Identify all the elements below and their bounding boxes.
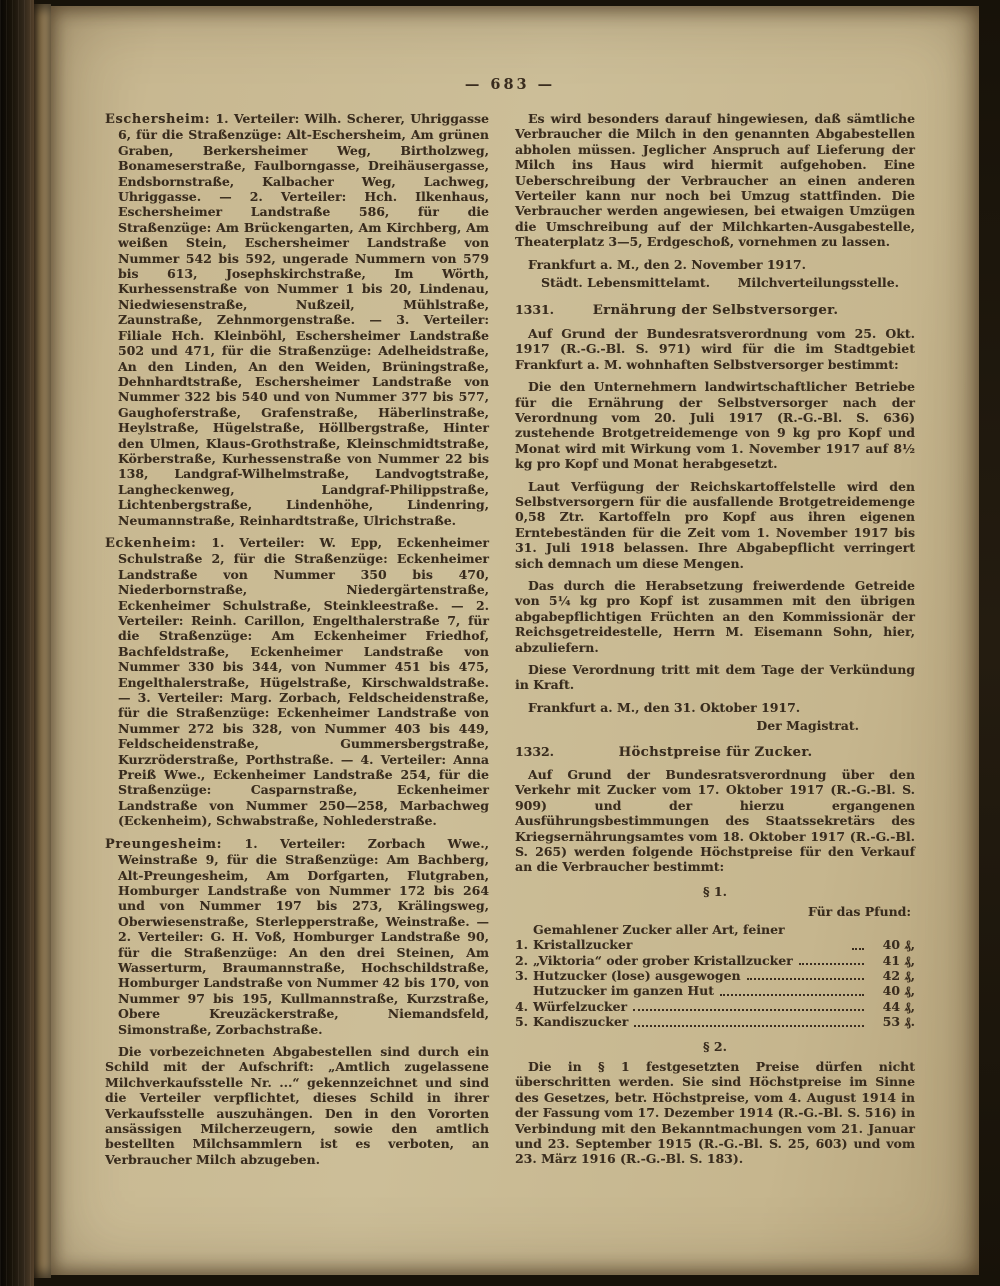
paragraph-1-heading: § 1. xyxy=(703,883,727,899)
sugar-price-list xyxy=(515,922,915,1030)
price-row-label: Würfelzucker xyxy=(533,998,628,1014)
price-value: 42 ₰, xyxy=(882,967,915,983)
price-row-label: Kandiszucker xyxy=(533,1014,629,1030)
per-pound-label: Für das Pfund: xyxy=(807,904,911,920)
selbstversorger-paragraph-1: Auf Grund der Bundesratsverordnung vom 25. Okt. 1917 (R.-G.-Bl. S. 971) wird für die im Stadtgebiet Frankfurt a. M. wohnhaften Selbstversorger bestimmt: xyxy=(515,325,915,372)
milk-notice-paragraph: Es wird besonders darauf hingewiesen, daß sämtliche Verbraucher die Milch in den genannten Abgabestellen abholen müssen. Jeglicher Anspruch auf Lieferung der Milch ins Haus wird hiermit aufgehoben. Eine Ueberschreibung der Verbraucher an einen anderen Verteiler kann nur noch bei Umzug stattfinden. Die Verbraucher werden angewiesen, bei etwaigen Umzügen die Umschreibung auf der Milchkarten-Ausgabestelle, Theaterplatz 3—5, Erdgeschoß, vornehmen zu lassen. xyxy=(515,111,915,250)
price-row-label: Hutzucker (lose) ausgewogen xyxy=(533,967,741,983)
price-row xyxy=(515,1014,915,1029)
price-value: 40 ₰, xyxy=(882,937,915,953)
gazette-page xyxy=(51,6,979,1275)
price-row-number: 5. xyxy=(515,1014,529,1030)
dot-leader xyxy=(633,1009,864,1011)
selbstversorger-paragraph-5: Diese Verordnung tritt mit dem Tage der Verkündung in Kraft. xyxy=(515,662,915,693)
section-title: Höchstpreise für Zucker. xyxy=(618,744,813,760)
signature-magistrat: Der Magistrat. xyxy=(756,718,859,734)
price-row xyxy=(515,999,915,1014)
selbstversorger-paragraph-2: Die den Unternehmern landwirtschaftlicher Betriebe für die Ernährung der Selbstversorger nach der Verordnung vom 20. Juli 1917 (R.-G.-Bl. S. 636) zustehende Brotgetreidemenge von 9 kg pro Kopf und Monat wird mit Wirkung vom 1. November 1917 auf 8½ kg pro Kopf und Monat herabgesetzt. xyxy=(515,379,915,472)
district-text: 1. Verteiler: W. Epp, Eckenheimer Schulstraße 2, für die Straßenzüge: Eckenheimer Landstraße von Nummer 350 bis 470, Niederbornstraße, Niedergärtenstraße, Eckenheimer Schulstraße, Steinkleestraße. — 2. Verteiler: Reinh. Carillon, Engelthalerstraße 7, für die Straßenzüge: Am Eckenheimer Friedhof, Bachfeldstraße, Eckenheimer Landstraße von Nummer 330 bis 344, von Nummer 451 bis 475, Engelthalerstraße, Hügelstraße, Kirschwaldstraße. — 3. Verteiler: Marg. Zorbach, Feldscheidenstraße, für die Straßenzüge: Eckenheimer Landstraße von Nummer 272 bis 328, von Nummer 403 bis 449, Feldscheidenstraße, Gummersbergstraße, Kurzröderstraße, Porthstraße. — 4. Verteiler: Anna Preiß Wwe., Eckenheimer Landstraße 254, für die Straßenzüge: Casparnstraße, Eckenheimer Landstraße von Nummer 250—258, Marbachweg (Eckenheim), Schwabstraße, Nohlederstraße. xyxy=(118,534,490,829)
price-row xyxy=(515,953,915,968)
right-column xyxy=(515,111,915,1174)
dot-leader xyxy=(747,978,864,980)
price-row-number: 1. xyxy=(515,937,529,953)
price-row-label: Gemahlener Zucker aller Art, feiner Kristallzucker xyxy=(533,921,785,953)
section-number: 1331. xyxy=(515,302,555,318)
signature-office: Städt. Lebensmittelamt. xyxy=(541,275,711,291)
district-name: Eschersheim: xyxy=(105,112,211,127)
price-row-label: „Viktoria“ oder grober Kristallzucker xyxy=(533,952,793,968)
section-title: Ernährung der Selbstversorger. xyxy=(592,303,839,319)
section-heading-1332 xyxy=(515,744,915,760)
section-number: 1332. xyxy=(515,743,555,759)
dateline-selbstversorger: Frankfurt a. M., den 31. Oktober 1917. xyxy=(528,699,801,715)
district-text: 1. Verteiler: Wilh. Scherer, Uhriggasse 6, für die Straßenzüge: Alt-Eschersheim, Am grünen Graben, Berkersheimer Weg, Birtholzweg, Bonameserstraße, Faulborngasse, Dreihäusergasse, Endsbornstraße, Kalbacher Weg, Lachweg, Uhriggasse. — 2. Verteiler: Hch. Ilkenhaus, Eschersheimer Landstraße 586, für die Straßenzüge: Am Brückengarten, Am Kirchberg, Am weißen Stein, Eschersheimer Landstraße von Nummer 542 bis 592, ungerade Nummern von 579 bis 613, Josephskirchstraße, Im Wörth, Kurhessenstraße von Nummer 1 bis 20, Lindenau, Niedwiesenstraße, Nußzeil, Mühlstraße, Zaunstraße, Zehnmorgenstraße. — 3. Verteiler: Filiale Hch. Kleinböhl, Eschersheimer Landstraße 502 und 471, für die Straßenzüge: Adelheidstraße, An den Linden, An den Weiden, Brüningstraße, Dehnhardtstraße, Eschersheimer Landstraße von Nummer 322 bis 540 und von Nummer 377 bis 577, Gaughoferstraße, Grafenstraße, Häberlinstraße, Heylstraße, Hügelstraße, Höllbergstraße, Hinter den Ulmen, Klaus-Grothstraße, Kleinschmidtstraße, Körberstraße, Kurhessenstraße von Nummer 22 bis 138, Landgraf-Wilhelmstraße, Landvogtstraße, Langheckenweg, Landgraf-Philippstraße, Lichtenbergstraße, Lindenhöhe, Lindenring, Neumannstraße, Reinhardtstraße, Ulrichstraße. xyxy=(118,111,489,528)
selbstversorger-paragraph-3: Laut Verfügung der Reichskartoffelstelle wird den Selbstversorgern für die ausfallende Brotgetreidemenge 0,58 Ztr. Kartoffeln pro Kopf aus ihren eigenen Erntebeständen für die Zeit vom 1. November 1917 bis 31. Juli 1918 belassen. Ihre Abgabepflicht verringert sich demnach um diese Mengen. xyxy=(515,478,915,571)
left-column xyxy=(105,111,489,1174)
district-paragraph-preungesheim xyxy=(105,836,489,1037)
price-row-number: 4. xyxy=(515,998,529,1014)
district-name: Preungesheim: xyxy=(105,836,223,852)
price-value: 40 ₰, xyxy=(882,983,915,999)
paragraph-2-heading: § 2. xyxy=(703,1038,727,1054)
price-row-number: 3. xyxy=(515,967,529,983)
dot-leader xyxy=(852,948,864,950)
price-value: 44 ₰, xyxy=(882,998,915,1014)
page-edge-stack xyxy=(34,4,51,1278)
closing-paragraph: Die vorbezeichneten Abgabestellen sind durch ein Schild mit der Aufschrift: „Amtlich zugelassene Milchverkaufsstelle Nr. ...“ gekennzeichnet und sind die Verteiler verpflichtet, dieses Schild in ihrer Verkaufsstelle auszuhängen. Den in den Vororten ansässigen Milcherzeugern, sowie den amtlich bestellten Milchsammlern ist es verboten, an Verbraucher Milch abzugeben. xyxy=(105,1043,489,1167)
book-spine xyxy=(0,0,34,1286)
price-row xyxy=(515,983,915,998)
district-name: Eckenheim: xyxy=(105,535,197,551)
district-text: 1. Verteiler: Zorbach Wwe., Weinstraße 9, für die Straßenzüge: Am Bachberg, Alt-Preungesheim, Am Dorfgarten, Flutgraben, Homburger Landstraße von Nummer 172 bis 264 und von Nummer 197 bis 273, Krälingsweg, Oberwiesenstraße, Sterlepperstraße, Weinstraße. — 2. Verteiler: G. H. Voß, Homburger Landstraße 90, für die Straßenzüge: An den drei Steinen, Am Wasserturm, Braumannstraße, Hochschildstraße, Homburger Landstraße von Nummer 42 bis 170, von Nummer 97 bis 195, Kullmannstraße, Kurzstraße, Obere Kreuzäckerstraße, Niemandsfeld, Simonstraße, Zorbachstraße. xyxy=(118,835,490,1037)
dot-leader xyxy=(720,994,864,996)
district-paragraph-eckenheim xyxy=(105,535,489,829)
dot-leader xyxy=(799,963,864,965)
price-row xyxy=(515,968,915,983)
selbstversorger-paragraph-4: Das durch die Herabsetzung freiwerdende Getreide von 5¼ kg pro Kopf ist zusammen mit den übrigen abgabepflichtigen Früchten an den Kommissionär der Reichsgetreidestelle, Herrn M. Eisemann Sohn, hier, abzuliefern. xyxy=(515,577,915,655)
price-row xyxy=(515,922,915,953)
zucker-closing-paragraph: Die in § 1 festgesetzten Preise dürfen nicht überschritten werden. Sie sind Höchstpreise im Sinne des Gesetzes, betr. Höchstpreise, vom 4. August 1914 in der Fassung vom 17. Dezember 1914 (R.-G.-Bl. S. 516) in Verbindung mit den Bekanntmachungen vom 21. Januar und 23. September 1915 (R.-G.-Bl. S. 25, 603) und vom 23. März 1916 (R.-G.-Bl. S. 183). xyxy=(515,1058,915,1167)
signature-department: Milchverteilungsstelle. xyxy=(737,275,899,291)
two-column-layout xyxy=(105,111,915,1174)
section-heading-1331 xyxy=(515,302,915,318)
price-value: 53 ₰. xyxy=(882,1014,915,1030)
page-number: — 683 — xyxy=(464,76,556,93)
signature-row xyxy=(515,275,915,290)
district-paragraph-eschersheim xyxy=(105,111,489,528)
dot-leader xyxy=(634,1025,864,1027)
price-row-label: Hutzucker im ganzen Hut xyxy=(533,983,715,999)
price-value: 41 ₰, xyxy=(882,952,915,968)
price-row-number: 2. xyxy=(515,952,529,968)
dateline-milk: Frankfurt a. M., den 2. November 1917. xyxy=(528,256,806,272)
zucker-intro-paragraph: Auf Grund der Bundesratsverordnung über den Verkehr mit Zucker vom 17. Oktober 1917 (R.-G.-Bl. S. 909) und der hierzu ergangenen Ausführungsbestimmungen des Staatssekretärs des Kriegsernährungsamtes vom 18. Oktober 1917 (R.-G.-Bl. S. 265) werden folgende Höchstpreise für den Verkauf an die Verbraucher bestimmt: xyxy=(515,767,915,875)
